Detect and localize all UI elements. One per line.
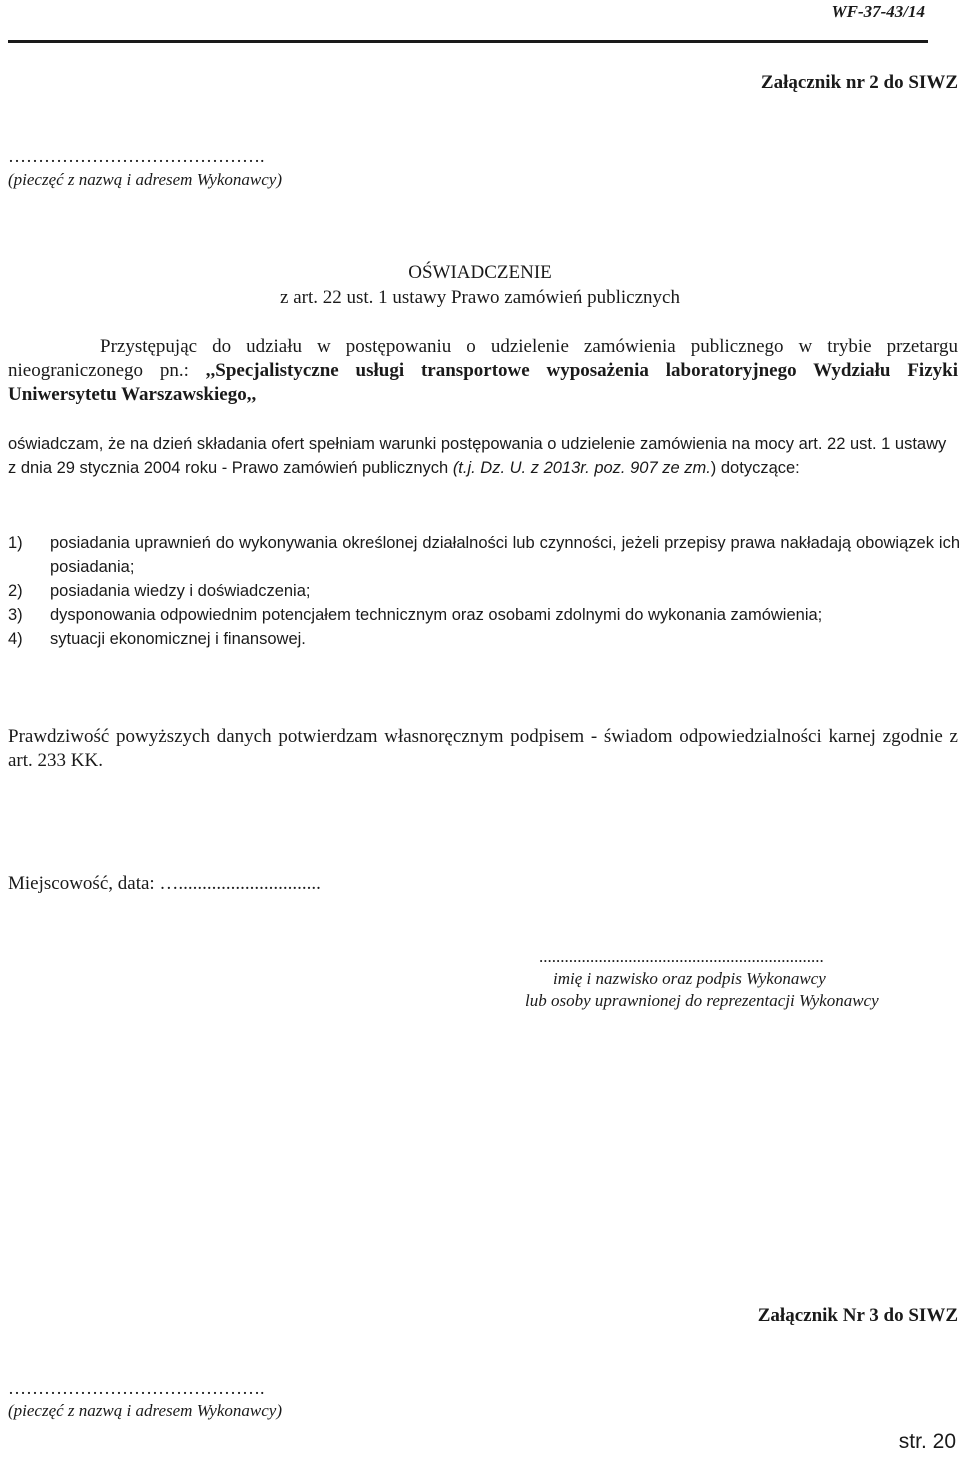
header-rule bbox=[8, 40, 928, 43]
signature-block bbox=[525, 946, 935, 1012]
page-number: str. 20 bbox=[898, 1430, 956, 1453]
stamp-label-top: (pieczęć z nazwą i adresem Wykonawcy) bbox=[8, 170, 282, 189]
list-item bbox=[8, 531, 960, 579]
signature-caption-line2: lub osoby uprawnionej do reprezentacji Wykonawcy bbox=[525, 991, 879, 1010]
intro-lead: Przystępując do udziału w postępowaniu o udzielenie zamówienia publicznego w trybie przetargu nieograniczonego pn.: bbox=[8, 336, 958, 381]
stamp-dots-top: ……………………………………. bbox=[8, 146, 265, 166]
declaration-lead: oświadczam, że na dzień składania ofert spełniam warunki postępowania o udzielenie zamówienia na mocy art. 22 ust. 1 ustawy z dnia 29 stycznia 2004 roku - Prawo zamówień publicznych bbox=[8, 435, 947, 477]
list-item-text: posiadania wiedzy i doświadczenia; bbox=[50, 582, 311, 600]
place-date-field: Miejscowość, data: ….............................. bbox=[8, 873, 321, 894]
list-item-number: 4) bbox=[8, 630, 23, 648]
truth-clause: Prawdziwość powyższych danych potwierdzam własnoręcznym podpisem - świadom odpowiedzialności karnej zgodnie z art. 233 KK. bbox=[8, 726, 958, 771]
signature-dots: ................................................................... bbox=[539, 947, 824, 966]
procurement-subject: ,,Specjalistyczne usługi transportowe wyposażenia laboratoryjnego Wydziału Fizyki Uniwersytetu Warszawskiego,, bbox=[8, 360, 958, 405]
declaration-tail: ) dotyczące: bbox=[710, 459, 800, 477]
stamp-label-bottom: (pieczęć z nazwą i adresem Wykonawcy) bbox=[8, 1401, 282, 1420]
list-item bbox=[8, 603, 960, 627]
intro-paragraph bbox=[8, 335, 958, 407]
statement-subtitle: z art. 22 ust. 1 ustawy Prawo zamówień publicznych bbox=[280, 287, 680, 308]
list-item-number: 2) bbox=[8, 582, 23, 600]
document-code: WF-37-43/14 bbox=[831, 2, 925, 21]
list-item-number: 1) bbox=[8, 534, 23, 552]
legal-reference: (t.j. Dz. U. z 2013r. poz. 907 ze zm. bbox=[452, 459, 711, 477]
list-item-number: 3) bbox=[8, 606, 23, 624]
statement-title: OŚWIADCZENIE bbox=[408, 262, 552, 283]
list-item-text: sytuacji ekonomicznej i finansowej. bbox=[50, 630, 306, 648]
list-item bbox=[8, 579, 960, 603]
declaration-paragraph bbox=[8, 432, 958, 480]
signature-caption-line1: imię i nazwisko oraz podpis Wykonawcy bbox=[553, 969, 826, 988]
conditions-list bbox=[8, 531, 960, 651]
list-item bbox=[8, 627, 960, 651]
annex-label-bottom: Załącznik Nr 3 do SIWZ bbox=[757, 1305, 958, 1326]
list-item-text: posiadania uprawnień do wykonywania określonej działalności lub czynności, jeżeli przepisy prawa nakładają obowiązek ich posiadania; bbox=[50, 534, 960, 576]
annex-label-top: Załącznik nr 2 do SIWZ bbox=[760, 72, 958, 93]
stamp-dots-bottom: ……………………………………. bbox=[8, 1378, 265, 1398]
list-item-text: dysponowania odpowiednim potencjałem technicznym oraz osobami zdolnymi do wykonania zamówienia; bbox=[50, 606, 823, 624]
